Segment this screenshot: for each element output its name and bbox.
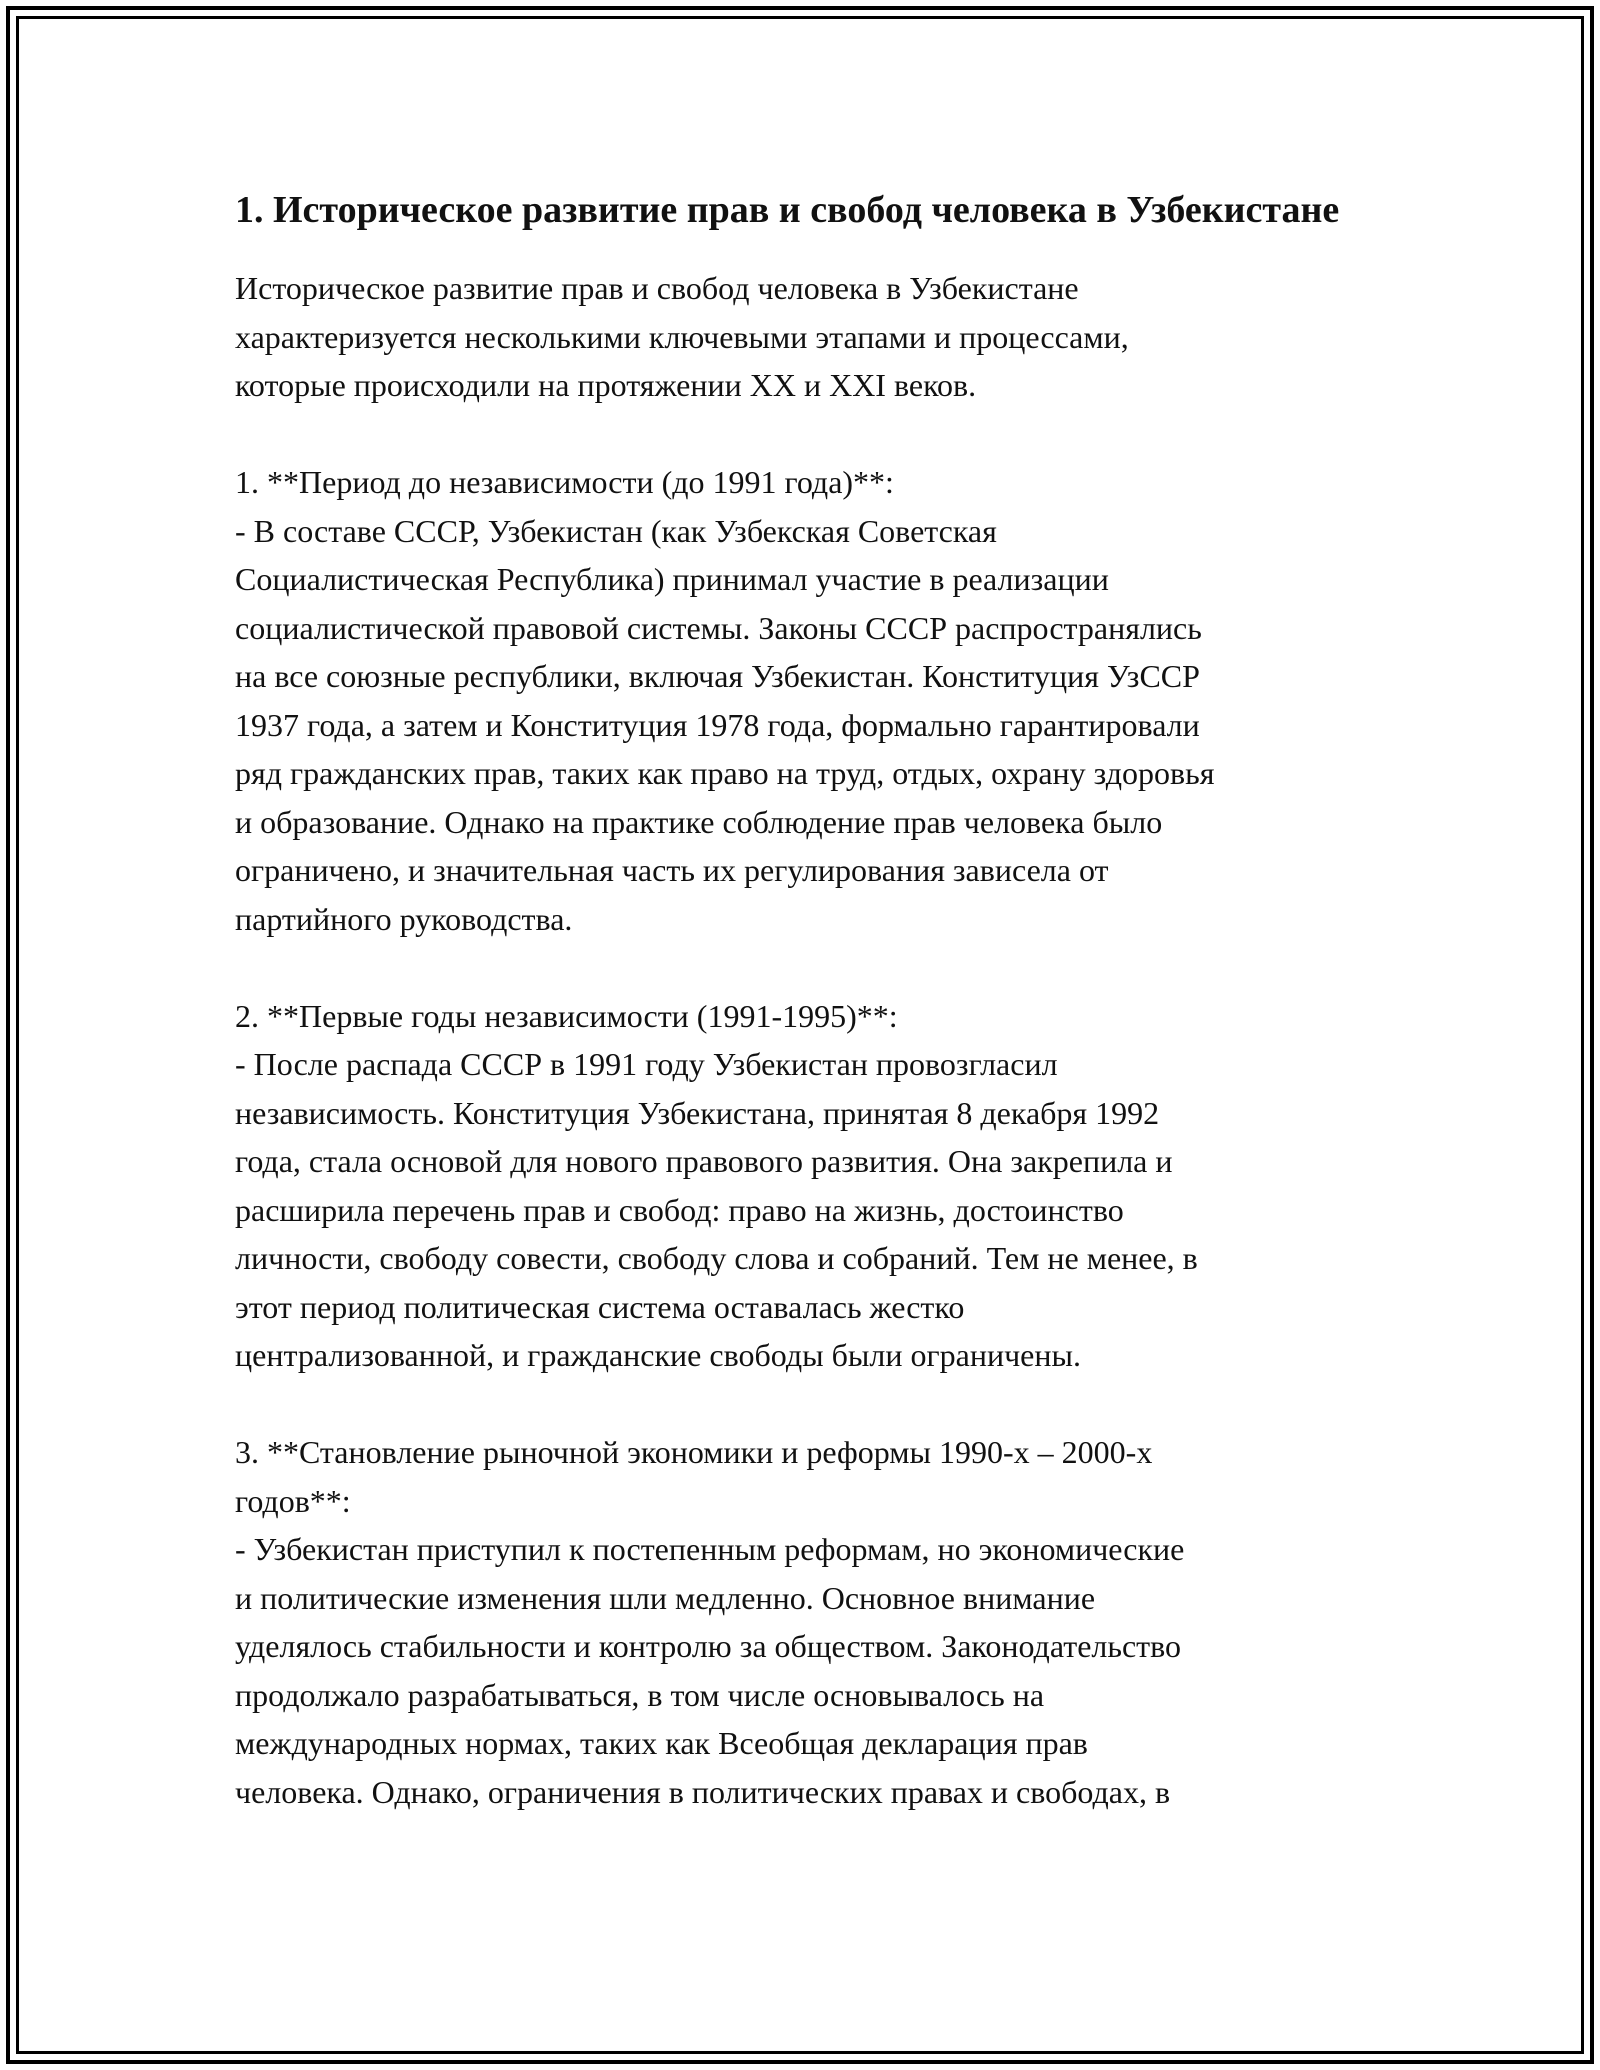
document-page [235, 183, 1395, 1816]
page-title: 1. Историческое развитие прав и свобод человека в Узбекистане [235, 189, 1340, 231]
document-body: Историческое развитие прав и свобод человека в Узбекистане характеризуется несколькими ключевыми этапами и процессами, которые происходили на протяжении XX и XXI веков. 1. **Период до независимости (до 1991 года)**: - В составе СССР, Узбекистан (как Узбекская Советская Социалистическая Республика) принимал участие в реализации социалистической правовой системы. Законы СССР распространялись на все союзные республики, включая Узбекистан. Конституция УзССР 1937 года, а затем и Конституция 1978 года, формально гарантировали ряд гражданских прав, таких как право на труд, отдых, охрану здоровья и образование. Однако на практике соблюдение прав человека было ограничено, и значительная часть их регулирования зависела от партийного руководства. 2. **Первые годы независимости (1991-1995)**: - После распада СССР в 1991 году Узбекистан провозгласил независимость. Конституция Узбекистана, принятая 8 декабря 1992 года, стала основой для нового правового развития. Она закрепила и расширила перечень прав и свобод: право на жизнь, достоинство личности, свободу совести, свободу слова и собраний. Тем не менее, в этот период политическая система оставалась жестко централизованной, и гражданские свободы были ограничены. 3. **Становление рыночной экономики и реформы 1990-х – 2000-х годов**: - Узбекистан приступил к постепенным реформам, но экономические и политические изменения шли медленно. Основное внимание уделялось стабильности и контролю за обществом. Законодательство продолжало разрабатываться, в том числе основывалось на международных нормах, таких как Всеобщая декларация прав человека. Однако, ограничения в политических правах и свободах, в [235, 270, 1215, 1810]
